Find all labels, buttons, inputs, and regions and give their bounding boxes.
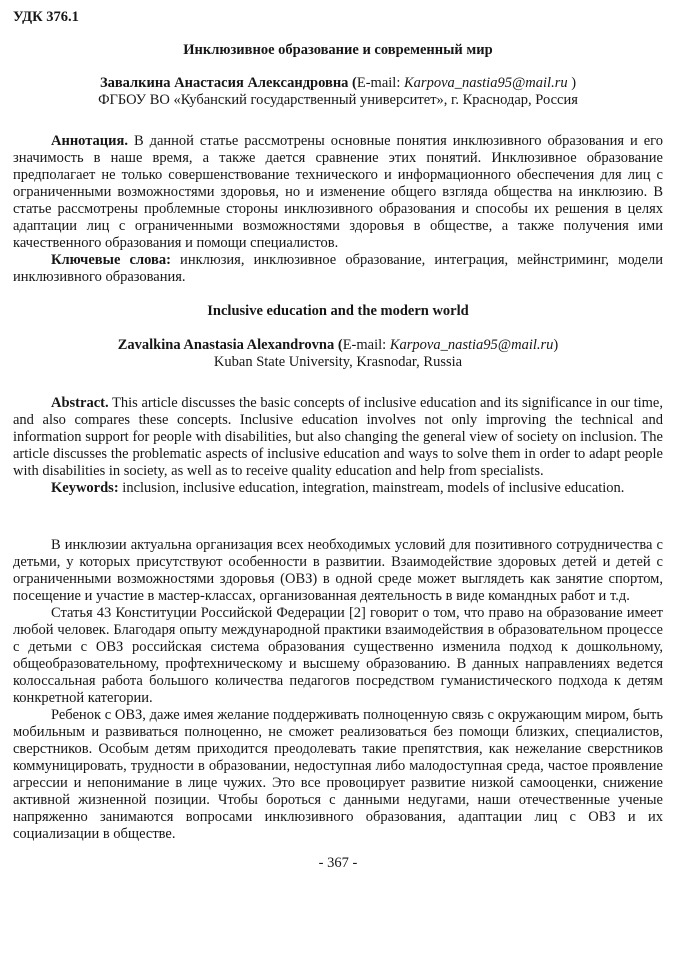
abstract-ru — [13, 133, 663, 252]
keywords-text-ru: инклюзия, инклюзивное образование, интеграция, мейнстриминг, модели инклюзивного образования. — [13, 252, 663, 285]
abstract-en — [13, 395, 663, 480]
author-line-ru — [13, 75, 663, 92]
abstract-label-ru: Аннотация. — [51, 133, 128, 149]
email-suffix-ru: ) — [567, 75, 577, 91]
affiliation-ru: ФГБОУ ВО «Кубанский государственный университет», г. Краснодар, Россия — [98, 92, 578, 108]
author-line-en — [13, 337, 663, 354]
email-suffix-en: ) — [553, 337, 559, 353]
author-name-ru: Завалкина Анастасия Александровна ( — [99, 75, 357, 91]
body-paragraph: Ребенок с ОВЗ, даже имея желание поддерживать полноценную связь с окружающим миром, быть мобильным и развиваться полноценно, не сможет реализоваться без помощи близких, специалистов, сверстников. Особым детям приходится преодолевать такие препятствия, как нежелание сверстников коммуницировать, трудности в образовании, недоступная либо малодоступная среда, частое проявление агрессии и непонимание в лице чужих. Это все провоцирует развитие низкой самооценки, снижение активной жизненной позиции. Чтобы бороться с данными недугами, наши отечественные ученые напряженно занимаются вопросами инклюзивного образования, адаптации лиц с ОВЗ и их социализации в обществе. — [13, 707, 663, 842]
keywords-ru — [13, 252, 663, 286]
keywords-label-ru: Ключевые слова: — [51, 252, 171, 268]
keywords-label-en: Keywords: — [51, 480, 119, 496]
paper-title-en: Inclusive education and the modern world — [207, 303, 469, 319]
keywords-en — [13, 480, 663, 497]
email-label-ru: E-mail: — [356, 75, 404, 91]
udc-code: УДК 376.1 — [13, 9, 79, 25]
abstract-text-ru: В данной статье рассмотрены основные понятия инклюзивного образования и его значимость в наше время, а также дается сравнение этих понятий. Инклюзивное образование предполагает не только совершенствование технического и информационного обеспечения для лиц с ограниченными возможностями здоровья, но и изменение общего взгляда общества на инклюзию. В статье рассмотрены проблемные стороны инклюзивного образования и способы их решения в целях адаптации лиц с ограниченными возможностями здоровья в обществе, а также получения ими качественного образования и помощи специалистов. — [13, 133, 663, 251]
email-label-en: E-mail: — [342, 337, 390, 353]
page-number: - 367 - — [318, 855, 358, 871]
author-email-en: Karpova_nastia95@mail.ru — [389, 337, 554, 353]
author-email-ru: Karpova_nastia95@mail.ru — [404, 75, 568, 91]
abstract-label-en: Abstract. — [51, 395, 109, 411]
body-paragraph: В инклюзии актуальна организация всех необходимых условий для позитивного сотрудничества с детьми, у которых присутствуют особенности в развитии. Взаимодействие здоровых детей и детей с ограниченными возможностями здоровья (ОВЗ) в одной среде может выглядеть как занятие спортом, посещение и участие в мастер-классах, организованная деятельность в виде командных работ и т.д. — [13, 537, 663, 604]
paper-title-ru: Инклюзивное образование и современный мир — [183, 42, 493, 58]
author-name-en: Zavalkina Anastasia Alexandrovna ( — [117, 337, 343, 353]
keywords-text-en: inclusion, inclusive education, integration, mainstream, models of inclusive education. — [118, 480, 625, 496]
abstract-text-en: This article discusses the basic concepts of inclusive education and its significance in our time, and also compares these concepts. Inclusive education involves not only improving the technical and information support for people with disabilities, but also changing the general view of society on inclusion. The article discusses the problematic aspects of inclusive education and ways to solve them in order to adapt people with disabilities in society, as well as to receive quality education and help from specialists. — [13, 395, 663, 479]
body-paragraph: Статья 43 Конституции Российской Федерации [2] говорит о том, что право на образование имеет любой человек. Благодаря опыту международной практики взаимодействия в образовательном процессе с детьми с ОВЗ российская система образования существенно изменила подход к дошкольному, общеобразовательному, профтехническому и высшему образованию. В данных направлениях ведется колоссальная работа большого количества педагогов посредством гуманистического подхода к детям конкретной категории. — [13, 605, 663, 706]
affiliation-en: Kuban State University, Krasnodar, Russia — [213, 354, 463, 370]
